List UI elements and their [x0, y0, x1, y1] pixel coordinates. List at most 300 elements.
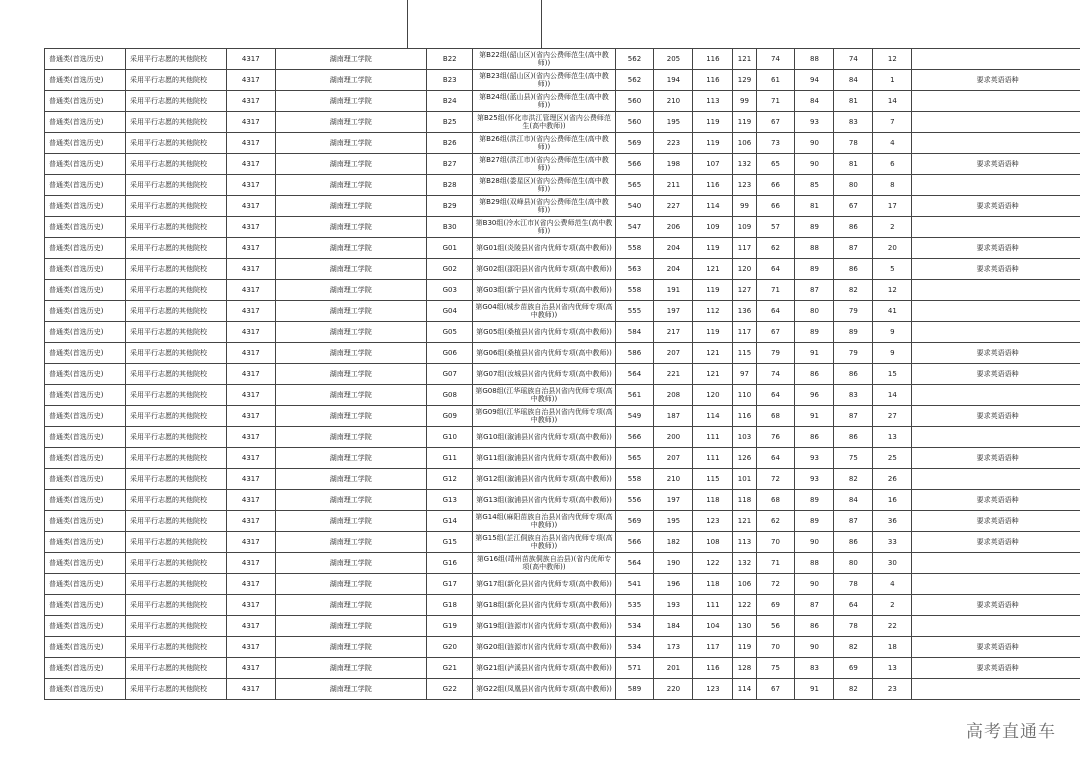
- note-cell: 要求英语语种: [912, 343, 1080, 364]
- note-cell: 要求英语语种: [912, 532, 1080, 553]
- note-cell: [912, 112, 1080, 133]
- subject-cell: 普通类(首选历史): [45, 259, 126, 280]
- subject-cell: 普通类(首选历史): [45, 91, 126, 112]
- subject-cell: 普通类(首选历史): [45, 553, 126, 574]
- rank-cell: 204: [654, 238, 693, 259]
- subject-cell: 普通类(首选历史): [45, 343, 126, 364]
- group-name-cell: 第G07组(汝城县)(省内优师专项(高中教师)): [473, 364, 615, 385]
- history-cell: 80: [795, 301, 834, 322]
- rank-cell: 205: [654, 49, 693, 70]
- score-col-8-cell: 25: [873, 448, 912, 469]
- chinese-cell: 120: [693, 385, 733, 406]
- note-cell: 要求英语语种: [912, 364, 1080, 385]
- batch-cell: 采用平行志愿的其他院校: [126, 217, 227, 238]
- score-col-8-cell: 14: [873, 91, 912, 112]
- rank-cell: 173: [654, 637, 693, 658]
- batch-cell: 采用平行志愿的其他院校: [126, 595, 227, 616]
- group-name-cell: 第G19组(涟源市)(省内优师专项(高中教师)): [473, 616, 615, 637]
- school-code-cell: 4317: [227, 595, 275, 616]
- score-col-8-cell: 30: [873, 553, 912, 574]
- batch-cell: 采用平行志愿的其他院校: [126, 658, 227, 679]
- score-cell: 565: [615, 448, 654, 469]
- chinese-cell: 116: [693, 49, 733, 70]
- group-code-cell: G20: [427, 637, 473, 658]
- group-code-cell: B22: [427, 49, 473, 70]
- score-col-7-cell: 64: [834, 595, 873, 616]
- score-col-8-cell: 9: [873, 343, 912, 364]
- math-cell: 127: [733, 280, 756, 301]
- chinese-cell: 115: [693, 469, 733, 490]
- score-col-8-cell: 2: [873, 217, 912, 238]
- chinese-cell: 118: [693, 574, 733, 595]
- group-name-cell: 第G17组(新化县)(省内优师专项(高中教师)): [473, 574, 615, 595]
- chinese-cell: 121: [693, 259, 733, 280]
- history-cell: 83: [795, 658, 834, 679]
- school-code-cell: 4317: [227, 511, 275, 532]
- chinese-cell: 116: [693, 175, 733, 196]
- history-cell: 84: [795, 91, 834, 112]
- table-row: [45, 322, 1080, 343]
- school-code-cell: 4317: [227, 154, 275, 175]
- group-code-cell: G03: [427, 280, 473, 301]
- school-name-cell: 湖南理工学院: [275, 427, 427, 448]
- chinese-cell: 104: [693, 616, 733, 637]
- score-col-7-cell: 67: [834, 196, 873, 217]
- group-code-cell: G17: [427, 574, 473, 595]
- rank-cell: 208: [654, 385, 693, 406]
- score-cell: 569: [615, 133, 654, 154]
- table-row: [45, 616, 1080, 637]
- school-name-cell: 湖南理工学院: [275, 175, 427, 196]
- english-cell: 70: [756, 532, 795, 553]
- school-code-cell: 4317: [227, 406, 275, 427]
- table-row: [45, 553, 1080, 574]
- note-cell: [912, 322, 1080, 343]
- score-col-7-cell: 86: [834, 259, 873, 280]
- batch-cell: 采用平行志愿的其他院校: [126, 469, 227, 490]
- english-cell: 65: [756, 154, 795, 175]
- score-col-7-cell: 86: [834, 427, 873, 448]
- history-cell: 87: [795, 595, 834, 616]
- table-row: [45, 595, 1080, 616]
- score-cell: 534: [615, 616, 654, 637]
- english-cell: 64: [756, 301, 795, 322]
- rank-cell: 227: [654, 196, 693, 217]
- score-col-8-cell: 33: [873, 532, 912, 553]
- subject-cell: 普通类(首选历史): [45, 406, 126, 427]
- subject-cell: 普通类(首选历史): [45, 637, 126, 658]
- batch-cell: 采用平行志愿的其他院校: [126, 196, 227, 217]
- subject-cell: 普通类(首选历史): [45, 469, 126, 490]
- score-cell: 562: [615, 49, 654, 70]
- math-cell: 123: [733, 175, 756, 196]
- batch-cell: 采用平行志愿的其他院校: [126, 259, 227, 280]
- table-row: [45, 406, 1080, 427]
- math-cell: 103: [733, 427, 756, 448]
- group-code-cell: G12: [427, 469, 473, 490]
- note-cell: 要求英语语种: [912, 238, 1080, 259]
- group-code-cell: G09: [427, 406, 473, 427]
- group-name-cell: 第B25组(怀化市洪江管理区)(省内公费师范生(高中教师)): [473, 112, 615, 133]
- rank-cell: 197: [654, 490, 693, 511]
- english-cell: 69: [756, 595, 795, 616]
- table-row: [45, 511, 1080, 532]
- math-cell: 101: [733, 469, 756, 490]
- chinese-cell: 123: [693, 679, 733, 700]
- score-cell: 564: [615, 553, 654, 574]
- score-col-8-cell: 14: [873, 385, 912, 406]
- rank-cell: 223: [654, 133, 693, 154]
- batch-cell: 采用平行志愿的其他院校: [126, 406, 227, 427]
- history-cell: 86: [795, 616, 834, 637]
- table-row: [45, 91, 1080, 112]
- history-cell: 93: [795, 112, 834, 133]
- group-code-cell: G10: [427, 427, 473, 448]
- score-col-8-cell: 36: [873, 511, 912, 532]
- batch-cell: 采用平行志愿的其他院校: [126, 448, 227, 469]
- score-col-8-cell: 23: [873, 679, 912, 700]
- school-code-cell: 4317: [227, 553, 275, 574]
- history-cell: 88: [795, 49, 834, 70]
- batch-cell: 采用平行志愿的其他院校: [126, 553, 227, 574]
- group-name-cell: 第B26组(洪江市)(省内公费师范生(高中教师)): [473, 133, 615, 154]
- rank-cell: 207: [654, 448, 693, 469]
- group-name-cell: 第B29组(双峰县)(省内公费师范生(高中教师)): [473, 196, 615, 217]
- note-cell: 要求英语语种: [912, 259, 1080, 280]
- table-row: [45, 385, 1080, 406]
- note-cell: [912, 91, 1080, 112]
- note-cell: [912, 553, 1080, 574]
- group-name-cell: 第G01组(炎陵县)(省内优师专项(高中教师)): [473, 238, 615, 259]
- group-name-cell: 第G22组(凤凰县)(省内优师专项(高中教师)): [473, 679, 615, 700]
- rank-cell: 211: [654, 175, 693, 196]
- history-cell: 91: [795, 406, 834, 427]
- english-cell: 67: [756, 112, 795, 133]
- school-name-cell: 湖南理工学院: [275, 91, 427, 112]
- score-col-7-cell: 79: [834, 343, 873, 364]
- math-cell: 109: [733, 217, 756, 238]
- school-name-cell: 湖南理工学院: [275, 448, 427, 469]
- school-name-cell: 湖南理工学院: [275, 637, 427, 658]
- school-name-cell: 湖南理工学院: [275, 238, 427, 259]
- score-col-8-cell: 26: [873, 469, 912, 490]
- chinese-cell: 107: [693, 154, 733, 175]
- chinese-cell: 119: [693, 112, 733, 133]
- group-name-cell: 第G05组(桑植县)(省内优师专项(高中教师)): [473, 322, 615, 343]
- score-col-8-cell: 22: [873, 616, 912, 637]
- score-col-8-cell: 41: [873, 301, 912, 322]
- history-cell: 96: [795, 385, 834, 406]
- math-cell: 117: [733, 238, 756, 259]
- batch-cell: 采用平行志愿的其他院校: [126, 238, 227, 259]
- score-col-7-cell: 89: [834, 322, 873, 343]
- batch-cell: 采用平行志愿的其他院校: [126, 175, 227, 196]
- school-code-cell: 4317: [227, 343, 275, 364]
- history-cell: 88: [795, 553, 834, 574]
- score-col-8-cell: 12: [873, 280, 912, 301]
- rank-cell: 182: [654, 532, 693, 553]
- subject-cell: 普通类(首选历史): [45, 448, 126, 469]
- math-cell: 121: [733, 49, 756, 70]
- math-cell: 110: [733, 385, 756, 406]
- chinese-cell: 112: [693, 301, 733, 322]
- math-cell: 117: [733, 322, 756, 343]
- note-cell: 要求英语语种: [912, 511, 1080, 532]
- score-col-7-cell: 78: [834, 133, 873, 154]
- school-name-cell: 湖南理工学院: [275, 385, 427, 406]
- rank-cell: 191: [654, 280, 693, 301]
- school-name-cell: 湖南理工学院: [275, 196, 427, 217]
- score-col-8-cell: 6: [873, 154, 912, 175]
- group-name-cell: 第G13组(溆浦县)(省内优师专项(高中教师)): [473, 490, 615, 511]
- school-name-cell: 湖南理工学院: [275, 595, 427, 616]
- school-name-cell: 湖南理工学院: [275, 616, 427, 637]
- english-cell: 73: [756, 133, 795, 154]
- table-row: [45, 427, 1080, 448]
- subject-cell: 普通类(首选历史): [45, 595, 126, 616]
- chinese-cell: 117: [693, 637, 733, 658]
- math-cell: 132: [733, 154, 756, 175]
- score-col-8-cell: 17: [873, 196, 912, 217]
- note-cell: [912, 574, 1080, 595]
- group-code-cell: B27: [427, 154, 473, 175]
- english-cell: 76: [756, 427, 795, 448]
- score-col-7-cell: 79: [834, 301, 873, 322]
- subject-cell: 普通类(首选历史): [45, 301, 126, 322]
- score-col-7-cell: 84: [834, 490, 873, 511]
- score-col-7-cell: 83: [834, 385, 873, 406]
- chinese-cell: 111: [693, 595, 733, 616]
- math-cell: 129: [733, 70, 756, 91]
- english-cell: 72: [756, 469, 795, 490]
- school-code-cell: 4317: [227, 637, 275, 658]
- chinese-cell: 114: [693, 406, 733, 427]
- subject-cell: 普通类(首选历史): [45, 112, 126, 133]
- subject-cell: 普通类(首选历史): [45, 511, 126, 532]
- history-cell: 85: [795, 175, 834, 196]
- rank-cell: 193: [654, 595, 693, 616]
- subject-cell: 普通类(首选历史): [45, 70, 126, 91]
- score-col-7-cell: 81: [834, 154, 873, 175]
- rank-cell: 197: [654, 301, 693, 322]
- batch-cell: 采用平行志愿的其他院校: [126, 70, 227, 91]
- group-code-cell: B28: [427, 175, 473, 196]
- english-cell: 67: [756, 322, 795, 343]
- history-cell: 89: [795, 490, 834, 511]
- score-col-8-cell: 7: [873, 112, 912, 133]
- subject-cell: 普通类(首选历史): [45, 322, 126, 343]
- table-row: [45, 343, 1080, 364]
- english-cell: 71: [756, 280, 795, 301]
- chinese-cell: 118: [693, 490, 733, 511]
- score-cell: 562: [615, 70, 654, 91]
- school-name-cell: 湖南理工学院: [275, 49, 427, 70]
- score-col-7-cell: 80: [834, 175, 873, 196]
- group-code-cell: G08: [427, 385, 473, 406]
- group-name-cell: 第G08组(江华瑶族自治县)(省内优师专项(高中教师)): [473, 385, 615, 406]
- subject-cell: 普通类(首选历史): [45, 133, 126, 154]
- school-code-cell: 4317: [227, 364, 275, 385]
- score-cell: 560: [615, 112, 654, 133]
- math-cell: 118: [733, 490, 756, 511]
- chinese-cell: 116: [693, 658, 733, 679]
- score-cell: 547: [615, 217, 654, 238]
- school-name-cell: 湖南理工学院: [275, 658, 427, 679]
- school-name-cell: 湖南理工学院: [275, 217, 427, 238]
- school-code-cell: 4317: [227, 469, 275, 490]
- table-row: [45, 469, 1080, 490]
- english-cell: 64: [756, 448, 795, 469]
- batch-cell: 采用平行志愿的其他院校: [126, 616, 227, 637]
- chinese-cell: 111: [693, 427, 733, 448]
- rank-cell: 190: [654, 553, 693, 574]
- rank-cell: 206: [654, 217, 693, 238]
- score-cell: 560: [615, 91, 654, 112]
- math-cell: 116: [733, 406, 756, 427]
- english-cell: 56: [756, 616, 795, 637]
- subject-cell: 普通类(首选历史): [45, 616, 126, 637]
- batch-cell: 采用平行志愿的其他院校: [126, 679, 227, 700]
- score-col-7-cell: 78: [834, 616, 873, 637]
- score-col-7-cell: 86: [834, 217, 873, 238]
- batch-cell: 采用平行志愿的其他院校: [126, 322, 227, 343]
- history-cell: 93: [795, 448, 834, 469]
- math-cell: 132: [733, 553, 756, 574]
- group-name-cell: 第G06组(桑植县)(省内优师专项(高中教师)): [473, 343, 615, 364]
- rank-cell: 220: [654, 679, 693, 700]
- batch-cell: 采用平行志愿的其他院校: [126, 49, 227, 70]
- rank-cell: 210: [654, 469, 693, 490]
- batch-cell: 采用平行志愿的其他院校: [126, 343, 227, 364]
- score-col-8-cell: 27: [873, 406, 912, 427]
- english-cell: 71: [756, 91, 795, 112]
- math-cell: 128: [733, 658, 756, 679]
- table-row: [45, 49, 1080, 70]
- rank-cell: 207: [654, 343, 693, 364]
- score-cell: 565: [615, 175, 654, 196]
- history-cell: 90: [795, 133, 834, 154]
- batch-cell: 采用平行志愿的其他院校: [126, 364, 227, 385]
- table-row: [45, 175, 1080, 196]
- score-cell: 586: [615, 343, 654, 364]
- english-cell: 57: [756, 217, 795, 238]
- score-cell: 549: [615, 406, 654, 427]
- table-row: [45, 133, 1080, 154]
- chinese-cell: 119: [693, 133, 733, 154]
- school-code-cell: 4317: [227, 490, 275, 511]
- english-cell: 70: [756, 637, 795, 658]
- group-code-cell: G21: [427, 658, 473, 679]
- group-name-cell: 第G20组(涟源市)(省内优师专项(高中教师)): [473, 637, 615, 658]
- subject-cell: 普通类(首选历史): [45, 196, 126, 217]
- table-row: [45, 679, 1080, 700]
- batch-cell: 采用平行志愿的其他院校: [126, 511, 227, 532]
- score-cell: 563: [615, 259, 654, 280]
- history-cell: 89: [795, 511, 834, 532]
- history-cell: 94: [795, 70, 834, 91]
- group-name-cell: 第G15组(芷江侗族自治县)(省内优师专项(高中教师)): [473, 532, 615, 553]
- score-cell: 535: [615, 595, 654, 616]
- score-col-8-cell: 9: [873, 322, 912, 343]
- math-cell: 99: [733, 91, 756, 112]
- table-row: [45, 217, 1080, 238]
- school-code-cell: 4317: [227, 679, 275, 700]
- school-name-cell: 湖南理工学院: [275, 679, 427, 700]
- table-row: [45, 532, 1080, 553]
- chinese-cell: 111: [693, 448, 733, 469]
- score-cell: 589: [615, 679, 654, 700]
- note-cell: 要求英语语种: [912, 406, 1080, 427]
- math-cell: 97: [733, 364, 756, 385]
- history-cell: 88: [795, 238, 834, 259]
- table-row: [45, 280, 1080, 301]
- school-code-cell: 4317: [227, 217, 275, 238]
- school-name-cell: 湖南理工学院: [275, 322, 427, 343]
- history-cell: 91: [795, 343, 834, 364]
- rank-cell: 201: [654, 658, 693, 679]
- note-cell: [912, 301, 1080, 322]
- rank-cell: 204: [654, 259, 693, 280]
- history-cell: 90: [795, 154, 834, 175]
- subject-cell: 普通类(首选历史): [45, 280, 126, 301]
- group-name-cell: 第G03组(新宁县)(省内优师专项(高中教师)): [473, 280, 615, 301]
- school-name-cell: 湖南理工学院: [275, 406, 427, 427]
- english-cell: 64: [756, 385, 795, 406]
- group-name-cell: 第G09组(江华瑶族自治县)(省内优师专项(高中教师)): [473, 406, 615, 427]
- english-cell: 64: [756, 259, 795, 280]
- chinese-cell: 119: [693, 280, 733, 301]
- group-code-cell: G14: [427, 511, 473, 532]
- history-cell: 89: [795, 322, 834, 343]
- score-col-7-cell: 78: [834, 574, 873, 595]
- group-name-cell: 第G21组(泸溪县)(省内优师专项(高中教师)): [473, 658, 615, 679]
- score-col-8-cell: 18: [873, 637, 912, 658]
- school-code-cell: 4317: [227, 112, 275, 133]
- group-code-cell: B30: [427, 217, 473, 238]
- subject-cell: 普通类(首选历史): [45, 49, 126, 70]
- math-cell: 114: [733, 679, 756, 700]
- group-code-cell: B26: [427, 133, 473, 154]
- math-cell: 106: [733, 574, 756, 595]
- batch-cell: 采用平行志愿的其他院校: [126, 301, 227, 322]
- note-cell: 要求英语语种: [912, 637, 1080, 658]
- table-row: [45, 154, 1080, 175]
- history-cell: 93: [795, 469, 834, 490]
- group-code-cell: G16: [427, 553, 473, 574]
- score-col-7-cell: 82: [834, 469, 873, 490]
- group-name-cell: 第G10组(溆浦县)(省内优师专项(高中教师)): [473, 427, 615, 448]
- table-row: [45, 70, 1080, 91]
- school-name-cell: 湖南理工学院: [275, 490, 427, 511]
- school-code-cell: 4317: [227, 658, 275, 679]
- school-name-cell: 湖南理工学院: [275, 70, 427, 91]
- school-code-cell: 4317: [227, 280, 275, 301]
- rank-cell: 198: [654, 154, 693, 175]
- chinese-cell: 122: [693, 553, 733, 574]
- school-code-cell: 4317: [227, 238, 275, 259]
- group-name-cell: 第G04组(城步苗族自治县)(省内优师专项(高中教师)): [473, 301, 615, 322]
- english-cell: 71: [756, 553, 795, 574]
- group-name-cell: 第B23组(韶山区)(省内公费师范生(高中教师)): [473, 70, 615, 91]
- english-cell: 68: [756, 490, 795, 511]
- score-cell: 564: [615, 364, 654, 385]
- note-cell: [912, 616, 1080, 637]
- chinese-cell: 121: [693, 343, 733, 364]
- note-cell: [912, 217, 1080, 238]
- subject-cell: 普通类(首选历史): [45, 154, 126, 175]
- score-cell: 569: [615, 511, 654, 532]
- school-code-cell: 4317: [227, 532, 275, 553]
